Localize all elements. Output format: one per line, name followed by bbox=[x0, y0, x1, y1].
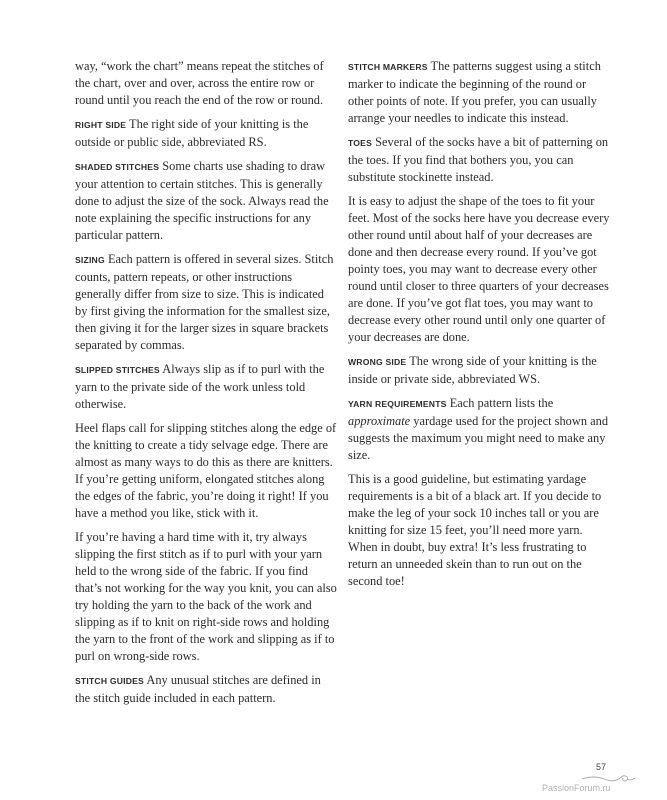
term-wrong-side: WRONG SIDE bbox=[348, 357, 407, 367]
right-column bbox=[348, 58, 610, 597]
entry-stitch-markers bbox=[348, 58, 610, 127]
paragraph-good-guideline: This is a good guideline, but estimating yardage requirements is a bit of a black art. If you decide to make the leg of your sock 10 inches tall or you are knitting for size 15 feet, you’ll need more yarn. When in doubt, buy extra! It’s less frustrating to return an unneeded skein than to run out on the second toe! bbox=[348, 472, 602, 588]
definition-yarn-requirements-a: Each pattern lists the bbox=[446, 396, 554, 410]
definition-right-side: The right side of your knitting is the outside or public side, abbreviated RS. bbox=[75, 117, 309, 149]
entry-sizing bbox=[75, 251, 337, 354]
entry-slipped-stitches bbox=[75, 361, 337, 413]
emphasis-approximate: approximate bbox=[348, 414, 411, 428]
definition-sizing: Each pattern is offered in several sizes. Stitch counts, pattern repeats, or other instructions generally differ from size to size. This is indicated by first giving the information for the smallest size, then giving it for the larger sizes in square brackets separated by commas. bbox=[75, 252, 334, 352]
term-stitch-guides: STITCH GUIDES bbox=[75, 676, 144, 686]
term-shaded-stitches: SHADED STITCHES bbox=[75, 162, 160, 172]
definition-slipped-stitches: Always slip as if to purl with the yarn to the private side of the work unless told otherwise. bbox=[75, 362, 325, 411]
left-column bbox=[75, 58, 337, 714]
definition-stitch-markers: The patterns suggest using a stitch marker to indicate the beginning of the round or other points of note. If you prefer, you can usually arrange your needles to indicate this instead. bbox=[348, 59, 601, 125]
entry-right-side bbox=[75, 116, 337, 151]
paragraph-hard-time: If you’re having a hard time with it, try always slipping the first stitch as if to purl with your yarn held to the wrong side of the fabric. If you find that’s not working for the way you knit, you can also try holding the yarn to the back of the work and slipping as if to knit on right-side rows and holding the yarn to the front of the work and slipping as if to purl on wrong-side rows. bbox=[75, 530, 337, 663]
watermark: PassionForum.ru bbox=[542, 783, 611, 793]
term-stitch-markers: STITCH MARKERS bbox=[348, 62, 428, 72]
term-right-side: RIGHT SIDE bbox=[75, 120, 127, 130]
paragraph-heel-flaps: Heel flaps call for slipping stitches along the edge of the knitting to create a tidy selvage edge. There are almost as many ways to do this as there are knitters. If you’re getting uniform, elongated stitches along the edges of the fabric, you’re doing it right! If you have a method you like, stick with it. bbox=[75, 421, 337, 520]
definition-yarn-requirements-b: yardage used for the project shown and suggests the maximum you might need to make any size. bbox=[348, 414, 609, 462]
paragraph-adjust-toes: It is easy to adjust the shape of the toes to fit your feet. Most of the socks here have you decrease every other round until about half of your decreases are done and then decrease every round. If you’ve got pointy toes, you may want to decrease every other round until closer to three quarters of your decreases are done. If you’ve got flat toes, you may want to decrease every other round until only one quarter of your decreases are done. bbox=[348, 194, 610, 344]
term-toes: TOES bbox=[348, 138, 373, 148]
entry-wrong-side bbox=[348, 353, 610, 388]
entry-stitch-guides bbox=[75, 672, 337, 707]
entry-yarn-requirements bbox=[348, 395, 610, 464]
entry-shaded-stitches bbox=[75, 158, 337, 244]
page-number: 57 bbox=[596, 762, 607, 772]
definition-stitch-guides: Any unusual stitches are defined in the stitch guide included in each pattern. bbox=[75, 673, 321, 705]
term-sizing: SIZING bbox=[75, 255, 105, 265]
paragraph-work-the-chart: way, “work the chart” means repeat the stitches of the chart, over and over, across the entire row or round until you reach the end of the row or round. bbox=[75, 59, 324, 107]
definition-wrong-side: The wrong side of your knitting is the inside or private side, abbreviated WS. bbox=[348, 354, 597, 386]
term-slipped-stitches: SLIPPED STITCHES bbox=[75, 365, 160, 375]
definition-shaded-stitches: Some charts use shading to draw your attention to certain stitches. This is generally done to adjust the size of the sock. Always read the note explaining the specific instructions for any particular pattern. bbox=[75, 159, 329, 242]
entry-toes bbox=[348, 134, 610, 186]
term-yarn-requirements: YARN REQUIREMENTS bbox=[348, 399, 447, 409]
definition-toes: Several of the socks have a bit of patterning on the toes. If you find that bothers you, you can substitute stockinette instead. bbox=[348, 135, 609, 184]
